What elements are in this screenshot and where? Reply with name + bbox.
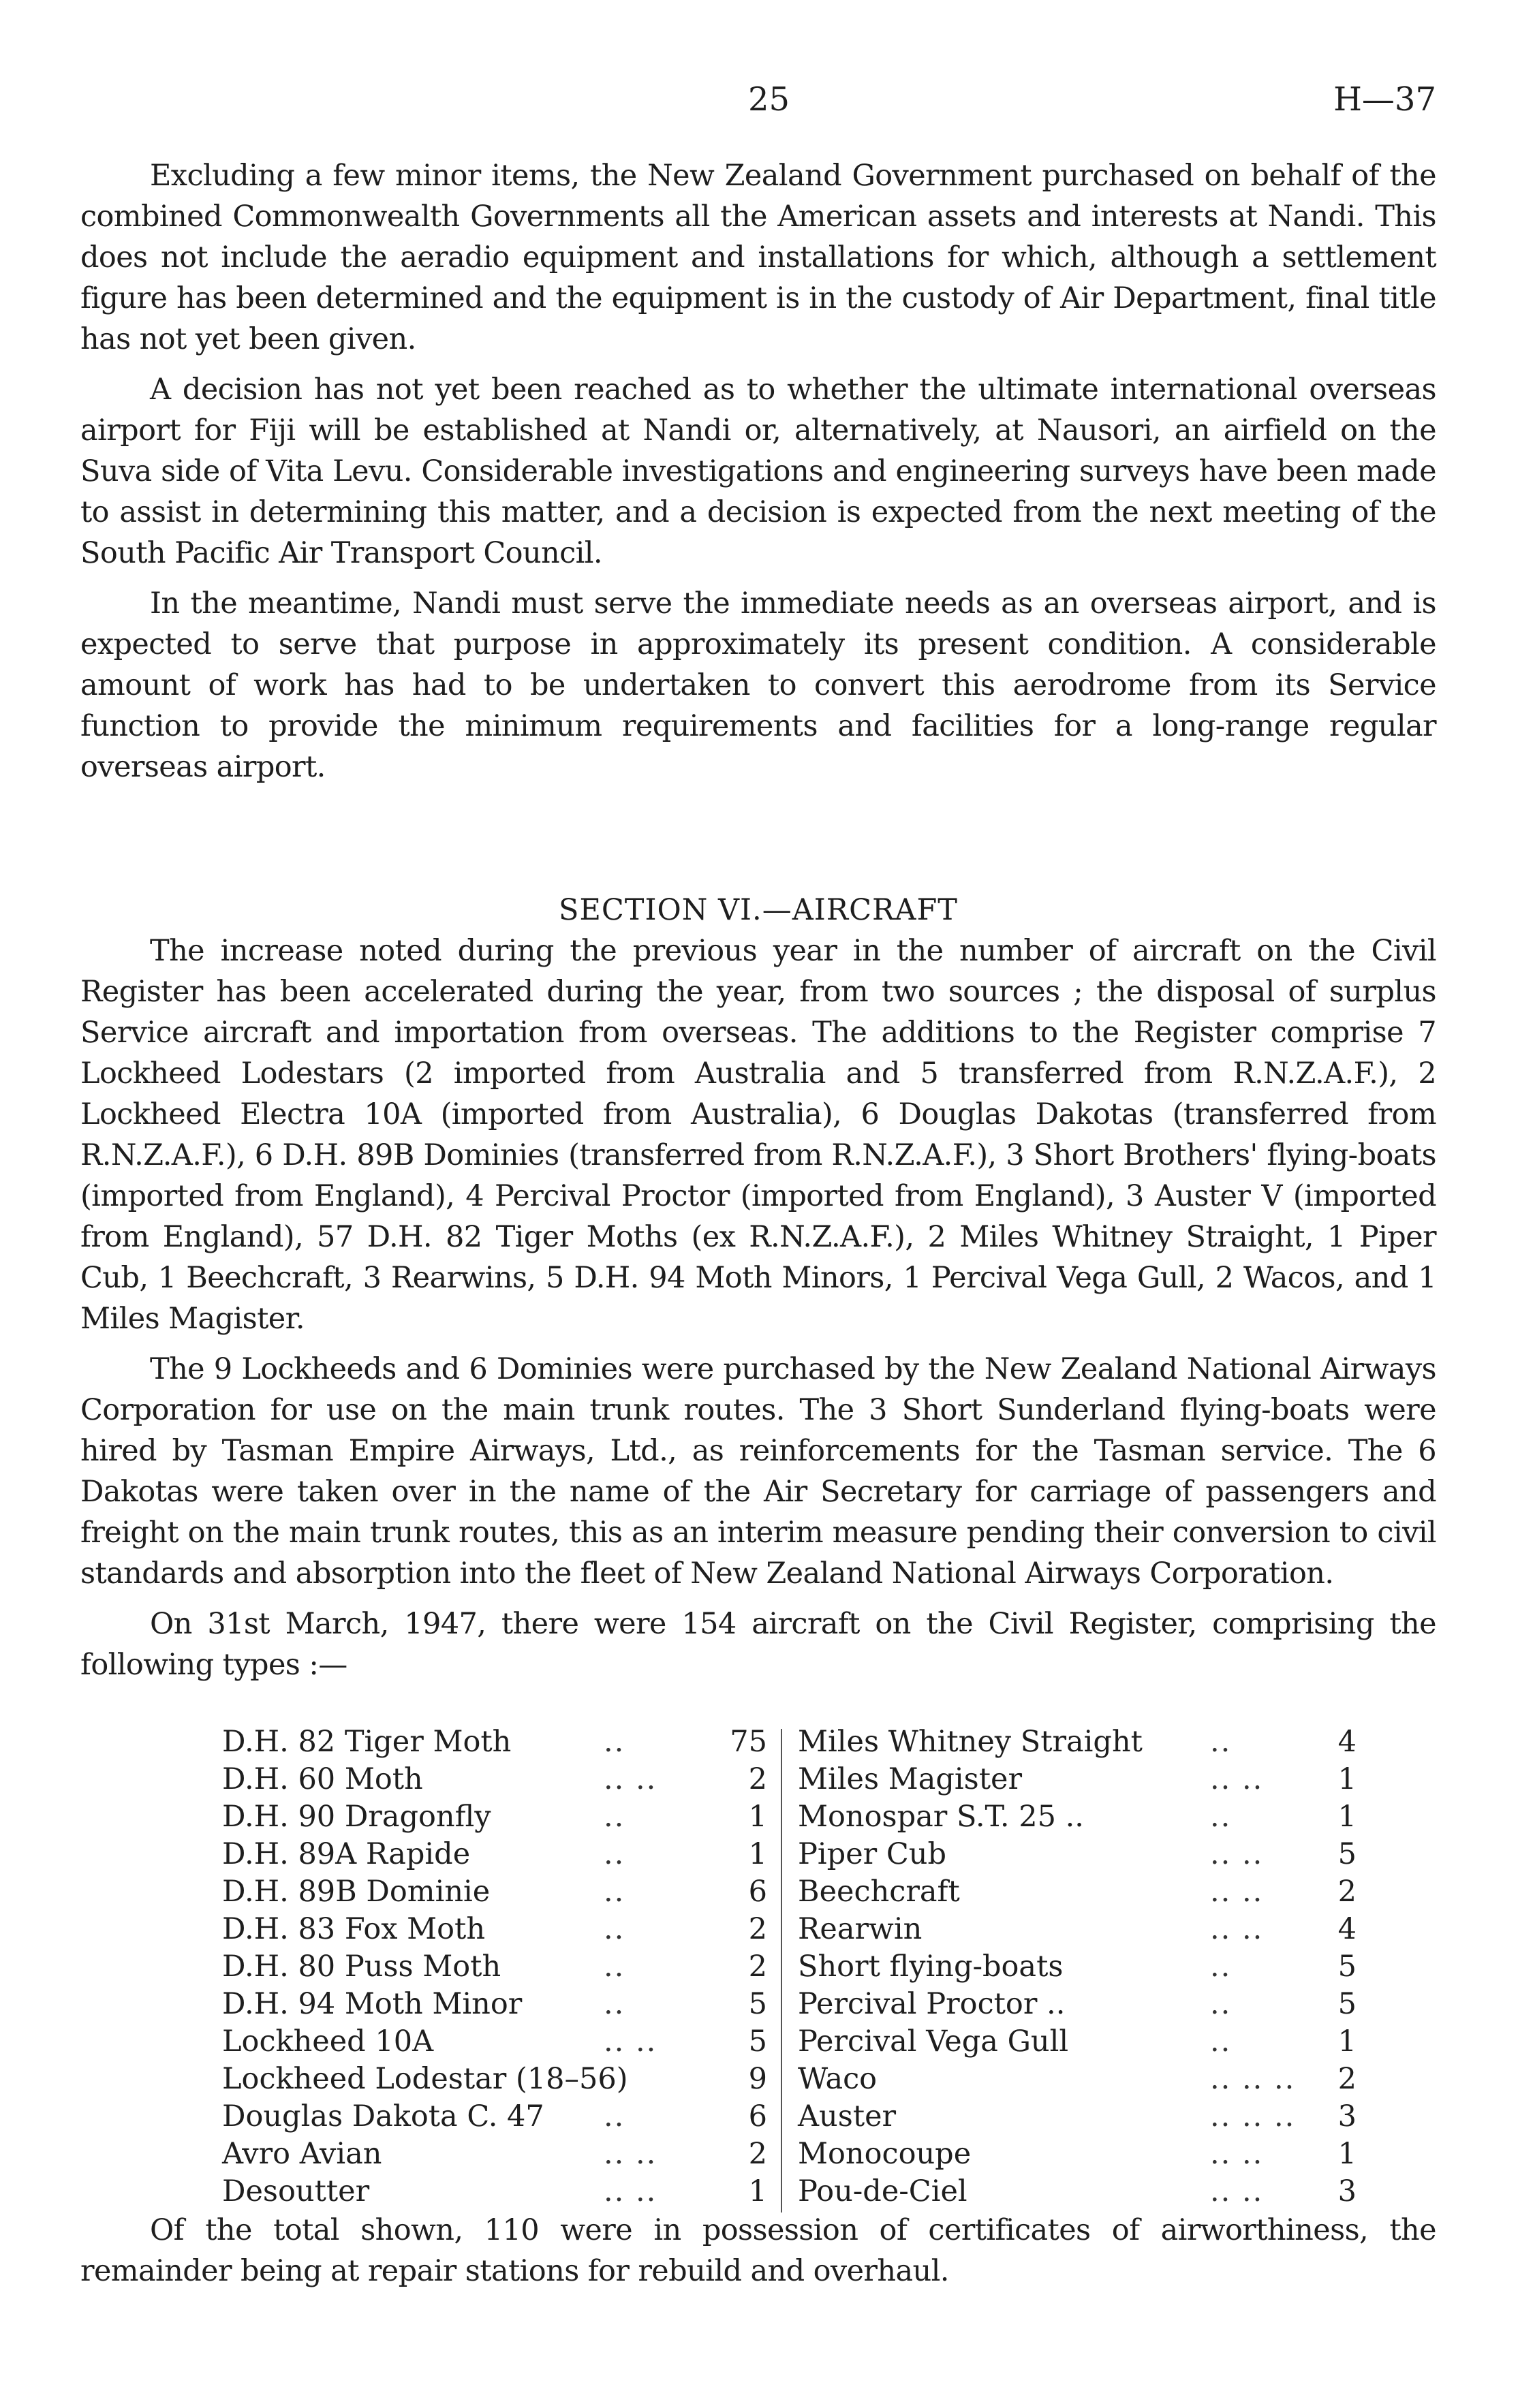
- aircraft-type: D.H. 82 Tiger Moth: [222, 1725, 512, 1759]
- aircraft-type: Miles Whitney Straight: [798, 1725, 1143, 1759]
- dot-leader: .. ..: [604, 2174, 657, 2208]
- table-row: [222, 2098, 767, 2136]
- table-row: [798, 1761, 1357, 1798]
- aircraft-type: Rearwin: [798, 1912, 923, 1946]
- paragraph-register-additions: The increase noted during the previous year in the number of aircraft on the Civil Register has been accelerated during the year, from two sources ; the disposal of surplus Service aircraft and importation from overseas. The additions to the Register comprise 7 Lockheed Lodestars (2 imported from Australia and 5 transferred from R.N.Z.A.F.), 2 Lockheed Electra 10A (imported from Australia), 6 Douglas Dakotas (transferred from R.N.Z.A.F.), 6 D.H. 89B Dominies (transferred from R.N.Z.A.F.), 3 Short Brothers' flying-boats (imported from England), 4 Percival Proctor (imported from England), 3 Auster V (imported from England), 57 D.H. 82 Tiger Moths (ex R.N.Z.A.F.), 2 Miles Whitney Straight, 1 Piper Cub, 1 Beechcraft, 3 Rearwins, 5 D.H. 94 Moth Minors, 1 Percival Vega Gull, 2 Wacos, and 1 Miles Magister.: [80, 934, 1436, 1336]
- dot-leader: .. .. ..: [1210, 2099, 1296, 2133]
- table-row: [798, 1873, 1357, 1911]
- dot-leader: ..: [604, 1912, 625, 1946]
- dot-leader: .. ..: [604, 2137, 657, 2171]
- table-row: [222, 1873, 767, 1911]
- aircraft-count: 2: [748, 1762, 767, 1796]
- table-row: [222, 1723, 767, 1761]
- aircraft-count: 2: [748, 1950, 767, 1984]
- aircraft-count: 9: [748, 2062, 767, 2096]
- aircraft-count: 5: [748, 2024, 767, 2059]
- aircraft-count: 3: [1337, 2174, 1357, 2208]
- table-row: [798, 1986, 1357, 2023]
- aircraft-count: 1: [748, 2174, 767, 2208]
- aircraft-type: D.H. 83 Fox Moth: [222, 1912, 486, 1946]
- dot-leader: .. ..: [1210, 2174, 1264, 2208]
- dot-leader: .. ..: [1210, 1837, 1264, 1871]
- aircraft-count: 5: [748, 1987, 767, 2021]
- aircraft-count: 2: [748, 2137, 767, 2171]
- dot-leader: .. ..: [604, 2024, 657, 2059]
- aircraft-type: D.H. 60 Moth: [222, 1762, 423, 1796]
- dot-leader: .. ..: [1210, 1912, 1264, 1946]
- table-row: [222, 1798, 767, 1836]
- aircraft-count: 2: [1337, 1875, 1357, 1909]
- aircraft-count: 5: [1337, 1987, 1357, 2021]
- aircraft-type: Desoutter: [222, 2174, 370, 2208]
- table-row: [222, 1948, 767, 1986]
- table-row: [798, 2098, 1357, 2136]
- aircraft-type: D.H. 90 Dragonfly: [222, 1800, 491, 1834]
- paragraph-register-total: On 31st March, 1947, there were 154 aircraft on the Civil Register, comprising the following types :—: [80, 1607, 1436, 1682]
- aircraft-type: Percival Proctor ..: [798, 1987, 1066, 2021]
- aircraft-type: Pou-de-Ciel: [798, 2174, 967, 2208]
- dot-leader: .. ..: [604, 1762, 657, 1796]
- paragraph-nandi-meantime: In the meantime, Nandi must serve the immediate needs as an overseas airport, and is expected to serve that purpose in approximately its present condition. A considerable amount of work has had to be undertaken to convert this aerodrome from its Service function to provide the minimum requirements and facilities for a long-range regular overseas airport.: [80, 587, 1436, 784]
- dot-leader: .. ..: [1210, 1875, 1264, 1909]
- aircraft-count: 1: [1337, 2024, 1357, 2059]
- table-row: [798, 2173, 1357, 2210]
- dot-leader: ..: [1210, 1800, 1232, 1834]
- aircraft-type: D.H. 89A Rapide: [222, 1837, 471, 1871]
- table-row: [222, 2173, 767, 2210]
- aircraft-table-right-column: [798, 1723, 1357, 2210]
- table-row: [798, 1723, 1357, 1761]
- aircraft-count: 3: [1337, 2099, 1357, 2133]
- aircraft-type: Lockheed Lodestar (18–56): [222, 2062, 628, 2096]
- table-row: [798, 1948, 1357, 1986]
- aircraft-count: 1: [1337, 1762, 1357, 1796]
- aircraft-count: 2: [1337, 2062, 1357, 2096]
- paragraph-nandi-assets: Excluding a few minor items, the New Zealand Government purchased on behalf of the combined Commonwealth Governments all the American assets and interests at Nandi. This does not include the aeradio equipment and installations for which, although a settlement figure has been determined and the equipment is in the custody of Air Department, final title has not yet been given.: [80, 159, 1436, 356]
- section-heading: SECTION VI.—AIRCRAFT: [559, 893, 958, 927]
- table-row: [222, 2061, 767, 2098]
- aircraft-type: Short flying-boats: [798, 1950, 1064, 1984]
- aircraft-count: 2: [748, 1912, 767, 1946]
- dot-leader: ..: [604, 1987, 625, 2021]
- aircraft-type: Avro Avian: [222, 2137, 382, 2171]
- column-divider: [781, 1729, 782, 2212]
- table-row: [222, 1986, 767, 2023]
- aircraft-type: Percival Vega Gull: [798, 2024, 1069, 2059]
- table-row: [798, 2061, 1357, 2098]
- aircraft-count: 4: [1337, 1912, 1357, 1946]
- aircraft-count: 1: [1337, 2137, 1357, 2171]
- dot-leader: ..: [604, 2099, 625, 2133]
- aircraft-type: Douglas Dakota C. 47: [222, 2099, 544, 2133]
- aircraft-type: Miles Magister: [798, 1762, 1023, 1796]
- aircraft-type: Monospar S.T. 25 ..: [798, 1800, 1084, 1834]
- aircraft-table-left-column: [222, 1723, 767, 2210]
- aircraft-type: Lockheed 10A: [222, 2024, 434, 2059]
- dot-leader: ..: [604, 1800, 625, 1834]
- table-row: [798, 1911, 1357, 1948]
- aircraft-type: Beechcraft: [798, 1875, 960, 1909]
- aircraft-count: 5: [1337, 1837, 1357, 1871]
- aircraft-type: D.H. 80 Puss Moth: [222, 1950, 501, 1984]
- aircraft-count: 1: [748, 1837, 767, 1871]
- table-row: [222, 1761, 767, 1798]
- table-row: [222, 2023, 767, 2061]
- dot-leader: ..: [604, 1875, 625, 1909]
- document-page: [80, 68, 1436, 2292]
- dot-leader: ..: [1210, 2024, 1232, 2059]
- dot-leader: ..: [1210, 1987, 1232, 2021]
- page-header: [80, 68, 1436, 143]
- aircraft-type: Auster: [798, 2099, 897, 2133]
- paragraph-airworthiness: Of the total shown, 110 were in possession of certificates of airworthiness, the remainder being at repair stations for rebuild and overhaul.: [80, 2213, 1436, 2288]
- table-row: [798, 1798, 1357, 1836]
- dot-leader: .. .. ..: [1210, 2062, 1296, 2096]
- aircraft-type: Piper Cub: [798, 1837, 947, 1871]
- dot-leader: ..: [604, 1837, 625, 1871]
- table-row: [222, 1911, 767, 1948]
- table-row: [798, 2023, 1357, 2061]
- aircraft-type: Waco: [798, 2062, 878, 2096]
- aircraft-count: 1: [748, 1800, 767, 1834]
- table-row: [798, 2136, 1357, 2173]
- aircraft-count: 6: [748, 2099, 767, 2133]
- dot-leader: ..: [1210, 1950, 1232, 1984]
- table-row: [222, 2136, 767, 2173]
- dot-leader: ..: [604, 1725, 625, 1759]
- aircraft-type: Monocoupe: [798, 2137, 972, 2171]
- dot-leader: .. ..: [1210, 2137, 1264, 2171]
- aircraft-count: 75: [730, 1725, 767, 1759]
- dot-leader: .. ..: [1210, 1762, 1264, 1796]
- aircraft-count: 4: [1337, 1725, 1357, 1759]
- paragraph-purchases: The 9 Lockheeds and 6 Dominies were purchased by the New Zealand National Airways Corporation for use on the main trunk routes. The 3 Short Sunderland flying-boats were hired by Tasman Empire Airways, Ltd., as reinforcements for the Tasman service. The 6 Dakotas were taken over in the name of the Air Secretary for carriage of passengers and freight on the main trunk routes, this as an interim measure pending their conversion to civil standards and absorption into the fleet of New Zealand National Airways Corporation.: [80, 1352, 1436, 1591]
- aircraft-count: 1: [1337, 1800, 1357, 1834]
- aircraft-type: D.H. 94 Moth Minor: [222, 1987, 523, 2021]
- document-reference: H—37: [1333, 80, 1436, 119]
- aircraft-count: 6: [748, 1875, 767, 1909]
- aircraft-count: 5: [1337, 1950, 1357, 1984]
- table-row: [222, 1836, 767, 1873]
- paragraph-fiji-airport-decision: A decision has not yet been reached as to whether the ultimate international overseas airport for Fiji will be established at Nandi or, alternatively, at Nausori, an airfield on the Suva side of Vita Levu. Considerable investigations and engineering surveys have been made to assist in determining this matter, and a decision is expected from the next meeting of the South Pacific Air Transport Council.: [80, 373, 1436, 570]
- page-number: 25: [748, 80, 790, 119]
- dot-leader: ..: [604, 1950, 625, 1984]
- dot-leader: ..: [1210, 1725, 1232, 1759]
- table-row: [798, 1836, 1357, 1873]
- aircraft-type: D.H. 89B Dominie: [222, 1875, 491, 1909]
